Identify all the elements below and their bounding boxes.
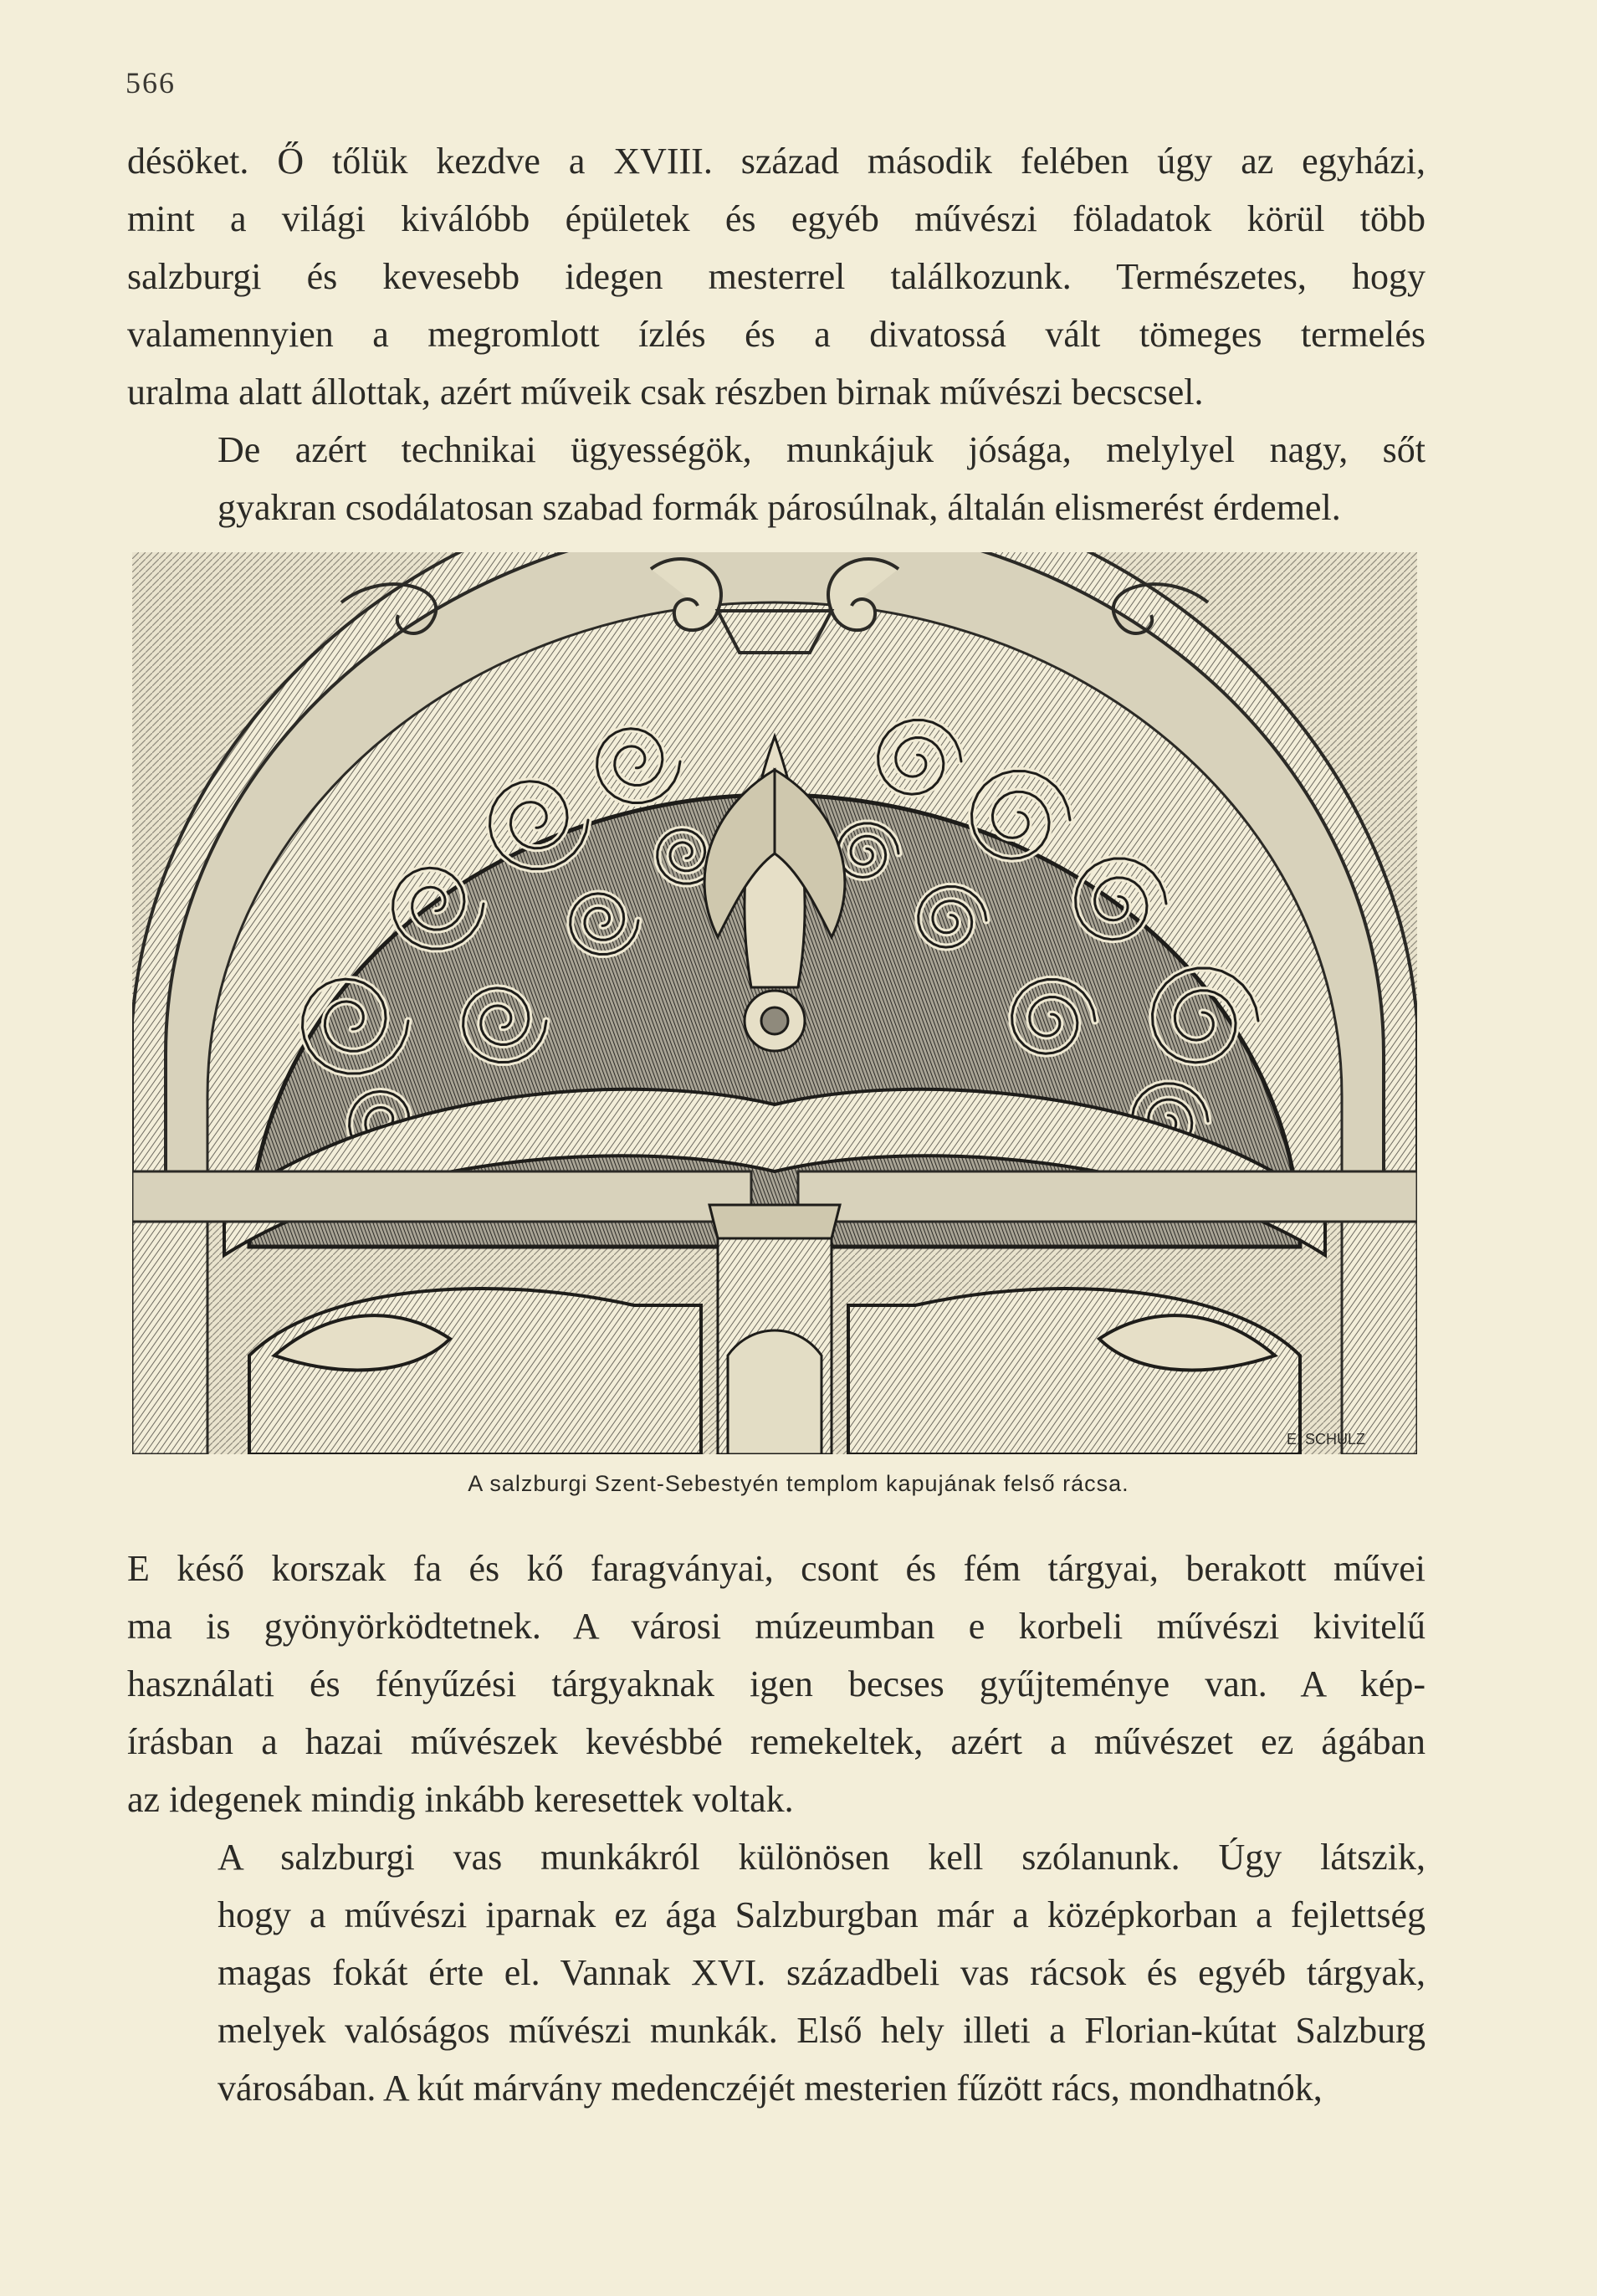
bottom-text-block xyxy=(127,1540,1426,2117)
text-line: uralma alatt állottak, azért műveik csak részben birnak művészi becscsel. xyxy=(127,372,1204,413)
door-frame-right xyxy=(1342,1222,1417,1454)
text-line: De azért technikai ügyességök, munkájuk jósága, melylyel nagy, sőt xyxy=(218,429,1426,470)
engraver-signature: E. SCHULZ xyxy=(1287,1431,1366,1448)
text-line: magas fokát érte el. Vannak XVI. századbeli vas rácsok és egyéb tárgyak, xyxy=(218,1952,1426,1993)
text-line: melyek valóságos művészi munkák. Első hely illeti a Florian-kútat Salzburg xyxy=(218,2010,1426,2051)
text-line: désöket. Ő tőlük kezdve a XVIII. század második felében úgy az egyházi, xyxy=(127,141,1426,182)
text-line: E késő korszak fa és kő faragványai, csont és fém tárgyai, berakott művei xyxy=(127,1548,1426,1589)
top-text-block xyxy=(127,132,1426,536)
paragraph xyxy=(127,1828,1426,2117)
text-line: írásban a hazai művészek kevésbbé remekeltek, azért a művészet ez ágában xyxy=(127,1721,1426,1762)
text-line: A salzburgi vas munkákról különösen kell szólanunk. Úgy látszik, xyxy=(218,1837,1426,1878)
entablature-right xyxy=(798,1171,1417,1222)
text-line: gyakran csodálatosan szabad formák párosúlnak, általán elismerést érdemel. xyxy=(218,487,1341,528)
paragraph xyxy=(127,421,1426,536)
gate-grille-illustration xyxy=(132,552,1417,1454)
text-line: ma is gyönyörködtetnek. A városi múzeumban e korbeli művészi kivitelű xyxy=(127,1606,1426,1647)
page-number: 566 xyxy=(125,66,176,100)
text-line: hogy a művészi iparnak ez ága Salzburgban már a középkorban a fejlettség xyxy=(218,1894,1426,1935)
text-line: az idegenek mindig inkább keresettek voltak. xyxy=(127,1779,794,1820)
door-frame-left xyxy=(132,1222,207,1454)
paragraph xyxy=(127,132,1426,421)
text-line: városában. A kút márvány medenczéjét mesterien fűzött rács, mondhatnók, xyxy=(218,2068,1323,2109)
figure-caption: A salzburgi Szent-Sebestyén templom kapujának felső rácsa. xyxy=(468,1471,1129,1496)
text-line: salzburgi és kevesebb idegen mesterrel találkozunk. Természetes, hogy xyxy=(127,256,1426,297)
text-line: valamennyien a megromlott ízlés és a divatossá vált tömeges termelés xyxy=(127,314,1426,355)
central-pilaster xyxy=(709,1205,840,1454)
text-line: mint a világi kiválóbb épületek és egyéb művészi föladatok körül több xyxy=(127,198,1426,239)
paragraph xyxy=(127,1540,1426,1828)
text-line: használati és fényűzési tárgyaknak igen becses gyűjteménye van. A kép- xyxy=(127,1663,1426,1704)
entablature-left xyxy=(132,1171,751,1222)
